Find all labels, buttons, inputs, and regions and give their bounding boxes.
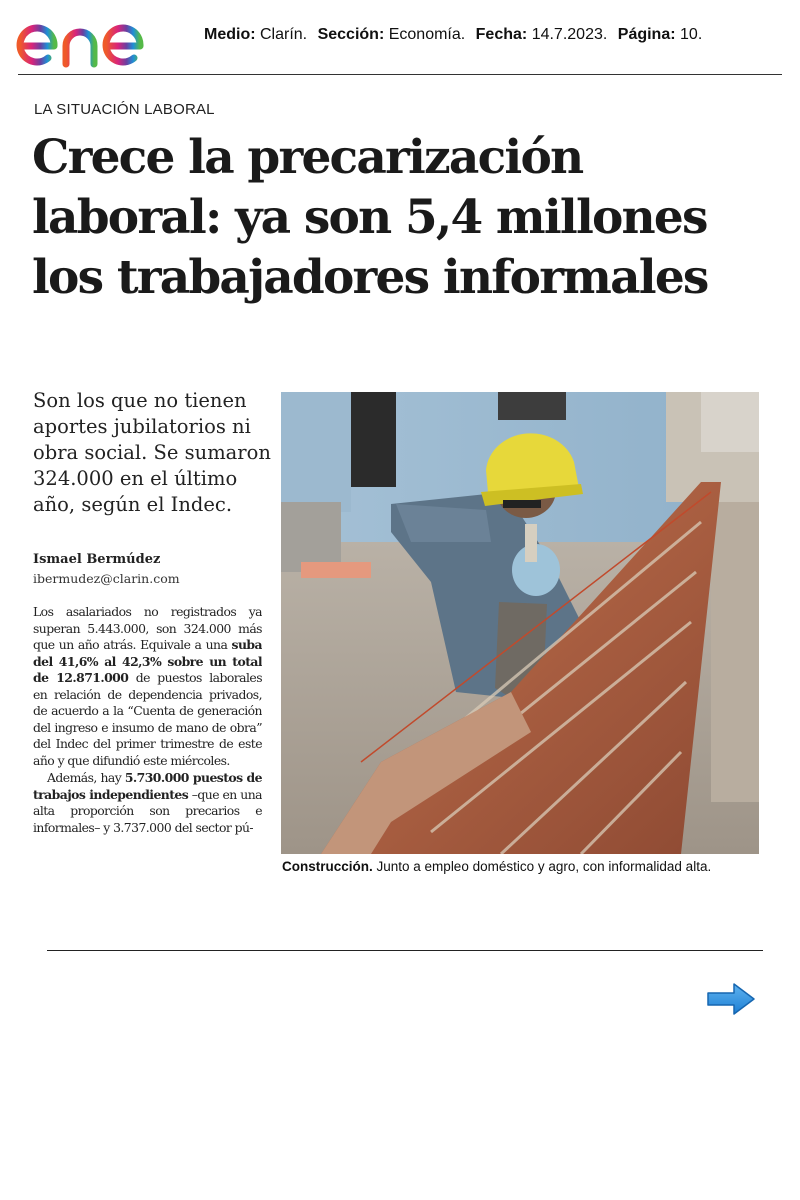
pagina-label: Página: xyxy=(617,26,676,43)
caption-title: Construcción. xyxy=(282,859,373,874)
photo-caption xyxy=(282,859,762,874)
article-body xyxy=(33,604,262,876)
caption-text: Junto a empleo doméstico y agro, con informalidad alta. xyxy=(372,859,712,874)
fecha-label: Fecha: xyxy=(475,26,528,43)
arrow-right-icon[interactable] xyxy=(706,982,756,1016)
footer-divider xyxy=(47,950,763,951)
paragraph: Además, hay 5.730.000 puestos de trabajos independientes –que en una alta proporción son precarios e informales– y 3.737.000 del sector pú- xyxy=(33,770,262,835)
fecha-value: 14.7.2023. xyxy=(531,26,608,43)
paragraph: Los asalariados no registrados ya superan 5.443.000, son 324.000 más que un año atrás. Equivale a una suba del 41,6% al 42,3% sobre un total de 12.871.000 de puestos laborales en relación de dependencia privados, de acuerdo a la “Cuenta de generación del ingreso e insumo de mano de obra” del Indec del primer trimestre de este año y que difundió este miércoles. xyxy=(33,604,262,768)
pagina-value: 10. xyxy=(680,26,703,43)
author-email: ibermudez@clarin.com xyxy=(33,571,180,586)
seccion-label: Sección: xyxy=(317,26,385,43)
headline xyxy=(32,128,792,308)
enel-logo xyxy=(14,6,180,68)
section-kicker: LA SITUACIÓN LABORAL xyxy=(34,101,215,118)
medio-label: Medio: xyxy=(204,26,256,43)
medio-value: Clarín. xyxy=(260,26,308,43)
headline-line: laboral: ya son 5,4 millones xyxy=(32,190,707,245)
headline-line: Crece la precarización xyxy=(32,130,583,185)
publication-meta xyxy=(204,26,702,44)
header-divider xyxy=(18,74,782,75)
article-deck: Son los que no tienen aportes jubilatorios ni obra social. Se sumaron 324.000 en el último año, según el Indec. xyxy=(33,389,271,516)
construction-photo xyxy=(281,392,759,854)
headline-line: los trabajadores informales xyxy=(32,250,708,305)
author-name: Ismael Bermúdez xyxy=(33,552,161,567)
seccion-value: Economía. xyxy=(388,26,466,43)
